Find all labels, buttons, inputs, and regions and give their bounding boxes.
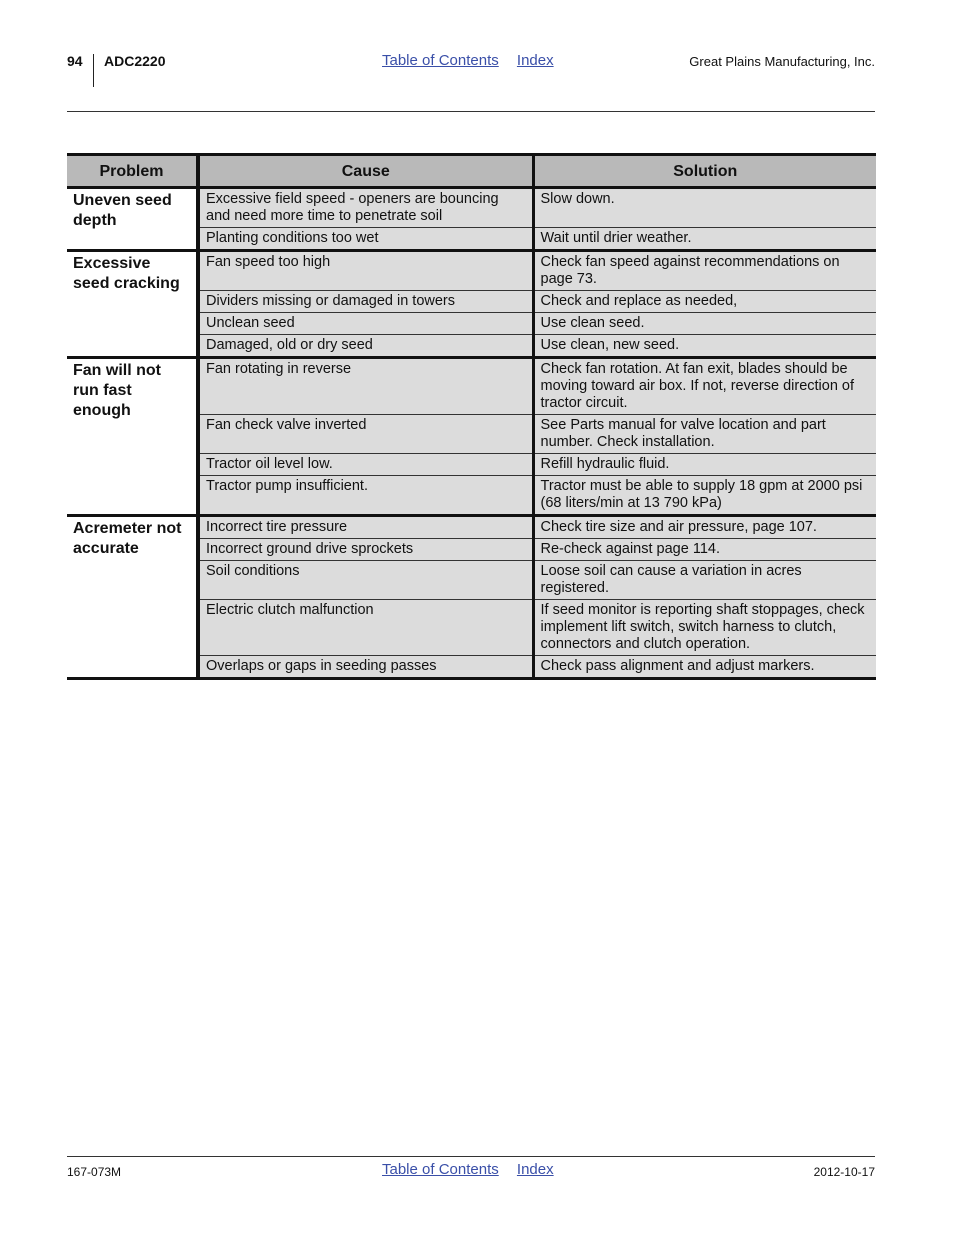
cause-cell: Planting conditions too wet bbox=[198, 228, 533, 251]
table-row bbox=[67, 188, 876, 228]
column-header-problem: Problem bbox=[67, 155, 198, 188]
footer-nav bbox=[382, 1161, 568, 1178]
cause-cell: Soil conditions bbox=[198, 561, 533, 600]
column-header-solution: Solution bbox=[533, 155, 876, 188]
solution-cell: Use clean, new seed. bbox=[533, 335, 876, 358]
header-nav bbox=[382, 52, 568, 69]
solution-cell: Re-check against page 114. bbox=[533, 539, 876, 561]
cause-cell: Incorrect tire pressure bbox=[198, 516, 533, 539]
footer-rule bbox=[67, 1156, 875, 1157]
solution-cell: Wait until drier weather. bbox=[533, 228, 876, 251]
table-row bbox=[67, 516, 876, 539]
cause-cell: Electric clutch malfunction bbox=[198, 600, 533, 656]
cause-cell: Tractor pump insufficient. bbox=[198, 476, 533, 516]
table-row bbox=[67, 358, 876, 415]
table-header-row bbox=[67, 155, 876, 188]
index-link[interactable]: Index bbox=[516, 1161, 554, 1178]
table-of-contents-link[interactable]: Table of Contents bbox=[382, 52, 499, 69]
solution-cell: Check fan speed against recommendations on page 73. bbox=[533, 251, 876, 291]
cause-cell: Excessive field speed - openers are bouncing and need more time to penetrate soil bbox=[198, 188, 533, 228]
cause-cell: Tractor oil level low. bbox=[198, 454, 533, 476]
table-body bbox=[67, 188, 876, 679]
table-of-contents-link[interactable]: Table of Contents bbox=[382, 1161, 499, 1178]
document-date: 2012-10-17 bbox=[813, 1165, 875, 1179]
solution-cell: Check tire size and air pressure, page 107. bbox=[533, 516, 876, 539]
problem-cell: Fan will not run fast enough bbox=[67, 358, 198, 516]
solution-cell: Refill hydraulic fluid. bbox=[533, 454, 876, 476]
page-number: 94 bbox=[67, 53, 83, 69]
problem-cell: Uneven seed depth bbox=[67, 188, 198, 251]
solution-cell: If seed monitor is reporting shaft stoppages, check implement lift switch, switch harness to clutch, connectors and clutch operation. bbox=[533, 600, 876, 656]
solution-cell: See Parts manual for valve location and part number. Check installation. bbox=[533, 415, 876, 454]
solution-cell: Check fan rotation. At fan exit, blades should be moving toward air box. If not, reverse direction of tractor circuit. bbox=[533, 358, 876, 415]
cause-cell: Overlaps or gaps in seeding passes bbox=[198, 656, 533, 679]
solution-cell: Check pass alignment and adjust markers. bbox=[533, 656, 876, 679]
solution-cell: Tractor must be able to supply 18 gpm at 2000 psi (68 liters/min at 13 790 kPa) bbox=[533, 476, 876, 516]
page-header bbox=[67, 50, 875, 90]
cause-cell: Damaged, old or dry seed bbox=[198, 335, 533, 358]
header-rule bbox=[67, 111, 875, 112]
table-row bbox=[67, 251, 876, 291]
problem-cell: Acremeter not accurate bbox=[67, 516, 198, 679]
document-number: 167-073M bbox=[67, 1165, 122, 1179]
solution-cell: Loose soil can cause a variation in acres registered. bbox=[533, 561, 876, 600]
page-footer bbox=[67, 1160, 875, 1184]
problem-cell: Excessive seed cracking bbox=[67, 251, 198, 358]
cause-cell: Fan speed too high bbox=[198, 251, 533, 291]
cause-cell: Fan check valve inverted bbox=[198, 415, 533, 454]
cause-cell: Dividers missing or damaged in towers bbox=[198, 291, 533, 313]
model-name: ADC2220 bbox=[104, 53, 166, 69]
index-link[interactable]: Index bbox=[516, 52, 554, 69]
header-divider bbox=[93, 54, 94, 87]
solution-cell: Use clean seed. bbox=[533, 313, 876, 335]
column-header-cause: Cause bbox=[198, 155, 533, 188]
solution-cell: Slow down. bbox=[533, 188, 876, 228]
cause-cell: Incorrect ground drive sprockets bbox=[198, 539, 533, 561]
company-name: Great Plains Manufacturing, Inc. bbox=[689, 54, 875, 69]
cause-cell: Unclean seed bbox=[198, 313, 533, 335]
cause-cell: Fan rotating in reverse bbox=[198, 358, 533, 415]
solution-cell: Check and replace as needed, bbox=[533, 291, 876, 313]
troubleshooting-table bbox=[67, 153, 876, 680]
